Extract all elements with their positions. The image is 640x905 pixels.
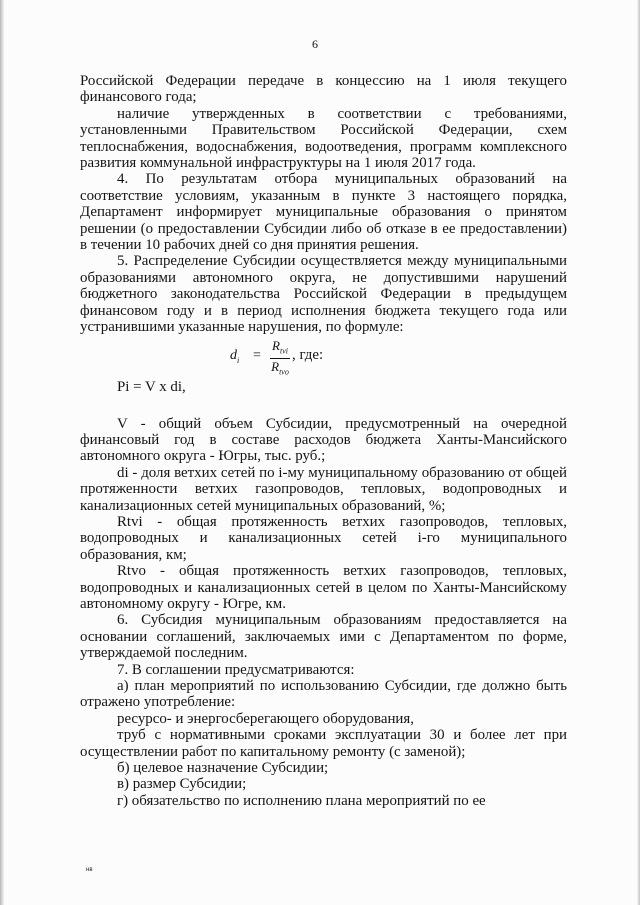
fraction-denominator: $R_{tvo}$	[271, 359, 289, 377]
fraction-numerator: $R_{tvi}$	[270, 338, 290, 360]
paragraph: 4. По результатам отбора муниципальных образований на соответствие условиям, указанным в пункте 3 настоящего порядка, Департамент информирует муниципальные образования о принятом решении (о предоставлении Субсидии либо об отказе в ее предоставлении) в течении 10 рабочих дней со дня принятия решения.	[80, 171, 567, 254]
formula-main: Pi = V x di,	[117, 378, 186, 395]
paragraph: Rtvo - общая протяженность ветхих газопроводов, тепловых, водопроводных и канализационных сетей в целом по Ханты-Мансийскому автономному округу - Югре, км.	[80, 563, 567, 612]
paragraph: г) обязательство по исполнению плана мероприятий по ее	[117, 792, 486, 809]
page-number: 6	[312, 37, 318, 51]
paragraph: труб с нормативными сроками эксплуатации 30 и более лет при осуществлении работ по капитальному ремонту (с заменой);	[80, 727, 567, 760]
formula-block	[80, 336, 567, 406]
paragraph: di - доля ветхих сетей по i-му муниципальному образованию от общей протяженности ветхих газопроводов, тепловых, водопроводных и канализационных сетей муниципальных образований, %;	[80, 464, 567, 514]
paragraph: а) план мероприятий по использованию Субсидии, где должно быть отражено употребление:	[80, 678, 567, 711]
paragraph: в) размер Субсидии;	[117, 776, 247, 793]
formula-tail: , где:	[292, 346, 324, 363]
paragraph: V - общий объем Субсидии, предусмотренный на очередной финансовый год в составе расходов бюджета Ханты-Мансийского автономного округа - Югры, тыс. руб.;	[80, 415, 567, 465]
paragraph: наличие утвержденных в соответствии с требованиями, установленными Правительством Российской Федерации, схем теплоснабжения, водоснабжения, водоотведения, программ комплексного развития коммунальной инфраструктуры на 1 июля 2017 года.	[80, 105, 567, 172]
paragraph: ресурсо- и энергосберегающего оборудования,	[117, 710, 414, 727]
formula-di: $d_i$	[230, 347, 240, 365]
paragraph: Российской Федерации передаче в концессию на 1 июля текущего финансового года;	[80, 73, 567, 106]
paragraph: б) целевое назначение Субсидии;	[117, 760, 329, 777]
paragraph: 7. В соглашении предусматриваются:	[117, 661, 355, 678]
paragraph: 5. Распределение Субсидии осуществляется между муниципальными образованиями автономного округа, не допустившими нарушений бюджетного законодательства Российской Федерации в предыдущем финансовом году и в период исполнения бюджета текущего года или устранившими указанные нарушения, по формуле:	[80, 253, 567, 336]
formula-fraction	[270, 338, 290, 380]
formula-equals: =	[253, 347, 261, 363]
footer-initials: нв	[86, 867, 93, 873]
paragraph: Rtvi - общая протяженность ветхих газопроводов, тепловых, водопроводных и канализационных сетей i-го муниципального образования, км;	[80, 513, 567, 563]
paragraph: 6. Субсидия муниципальным образованиям предоставляется на основании соглашений, заключаемых ими с Департаментом по форме, утверждаемой последним.	[80, 612, 567, 662]
scan-edge-left	[0, 0, 4, 905]
document-body	[80, 73, 567, 809]
